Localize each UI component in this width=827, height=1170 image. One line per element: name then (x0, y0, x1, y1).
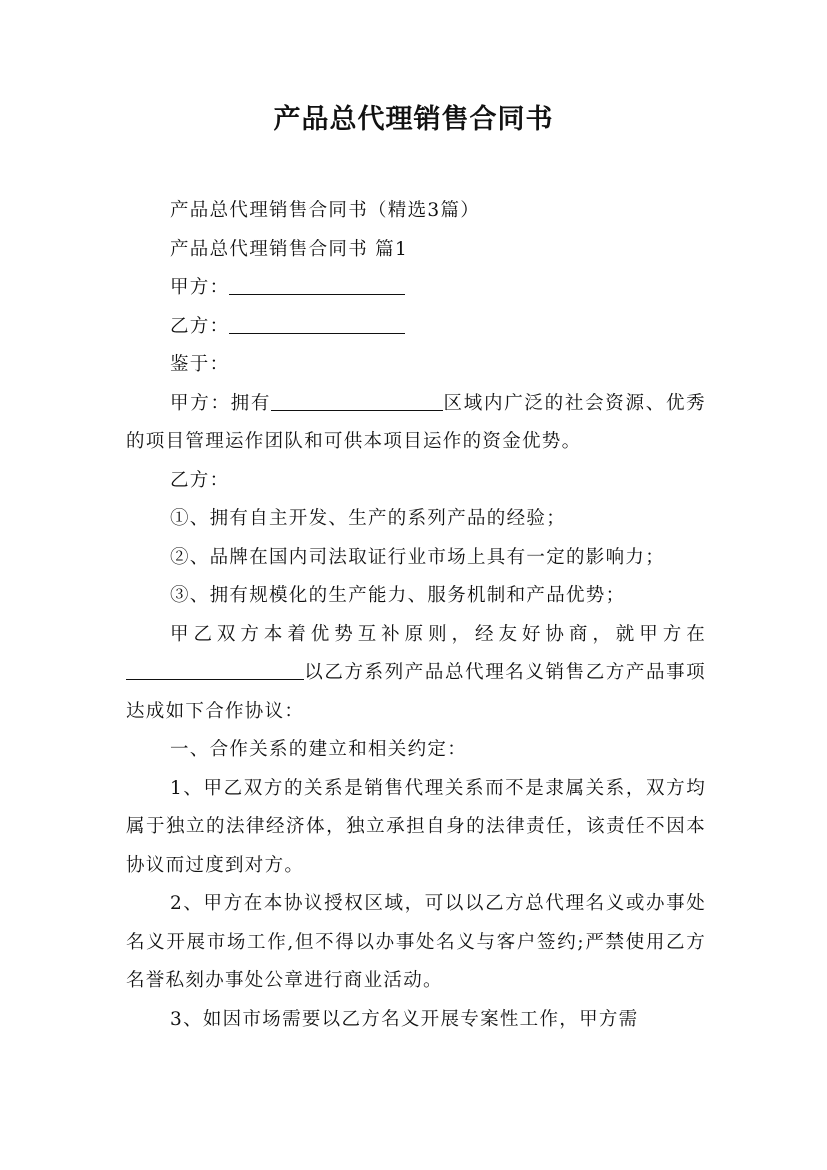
party-b-label: 乙方： (170, 315, 230, 337)
paragraph-party-b-label: 乙方： (170, 469, 230, 491)
party-a-blank-line (229, 276, 405, 295)
place-blank-line (126, 661, 304, 680)
paragraph-agreement-intro (126, 616, 706, 732)
party-a-resources-post: 区域内广泛的社会资源、优秀的项目管理运作团队和可供本项目运作的资金优势。 (126, 392, 706, 452)
paragraph-party-a (126, 269, 706, 308)
party-a-label: 甲方： (170, 277, 230, 298)
paragraph-clause-3: 3、如因市场需要以乙方名义开展专案性工作，甲方需 (170, 1008, 639, 1030)
paragraph-item-3: ③、拥有规模化的生产能力、服务机制和产品优势； (170, 585, 626, 606)
paragraph-section-heading: 产品总代理销售合同书 篇1 (170, 238, 409, 260)
paragraph-party-b (126, 308, 706, 347)
paragraph-item-1: ①、拥有自主开发、生产的系列产品的经验； (170, 508, 567, 529)
paragraph-party-a-resources (126, 385, 706, 462)
document-title: 产品总代理销售合同书 (273, 104, 554, 135)
agreement-intro-pre: 甲乙双方本着优势互补原则，经友好协商，就甲方在 (170, 623, 706, 645)
document-body (126, 192, 706, 1039)
party-b-blank-line (229, 315, 405, 334)
paragraph-clause-2: 2、甲方在本协议授权区域，可以以乙方总代理名义或办事处名义开展市场工作,但不得以办事处名义与客户签约;严禁使用乙方名誉私刻办事处公章进行商业活动。 (126, 893, 706, 991)
paragraph-subtitle: 产品总代理销售合同书（精选3篇） (170, 200, 481, 221)
party-a-resources-pre: 甲方：拥有 (170, 392, 272, 414)
paragraph-whereas: 鉴于： (170, 354, 230, 375)
paragraph-clause-1: 1、甲乙双方的关系是销售代理关系而不是隶属关系，双方均属于独立的法律经济体，独立承担自身的法律责任，该责任不因本协议而过度到对方。 (126, 777, 706, 876)
agreement-intro-post: 以乙方系列产品总代理名义销售乙方产品事项达成如下合作协议： (126, 662, 706, 722)
region-blank-line (271, 392, 443, 411)
paragraph-item-2: ②、品牌在国内司法取证行业市场上具有一定的影响力； (170, 546, 666, 568)
paragraph-clause-heading: 一、合作关系的建立和相关约定： (170, 739, 468, 760)
